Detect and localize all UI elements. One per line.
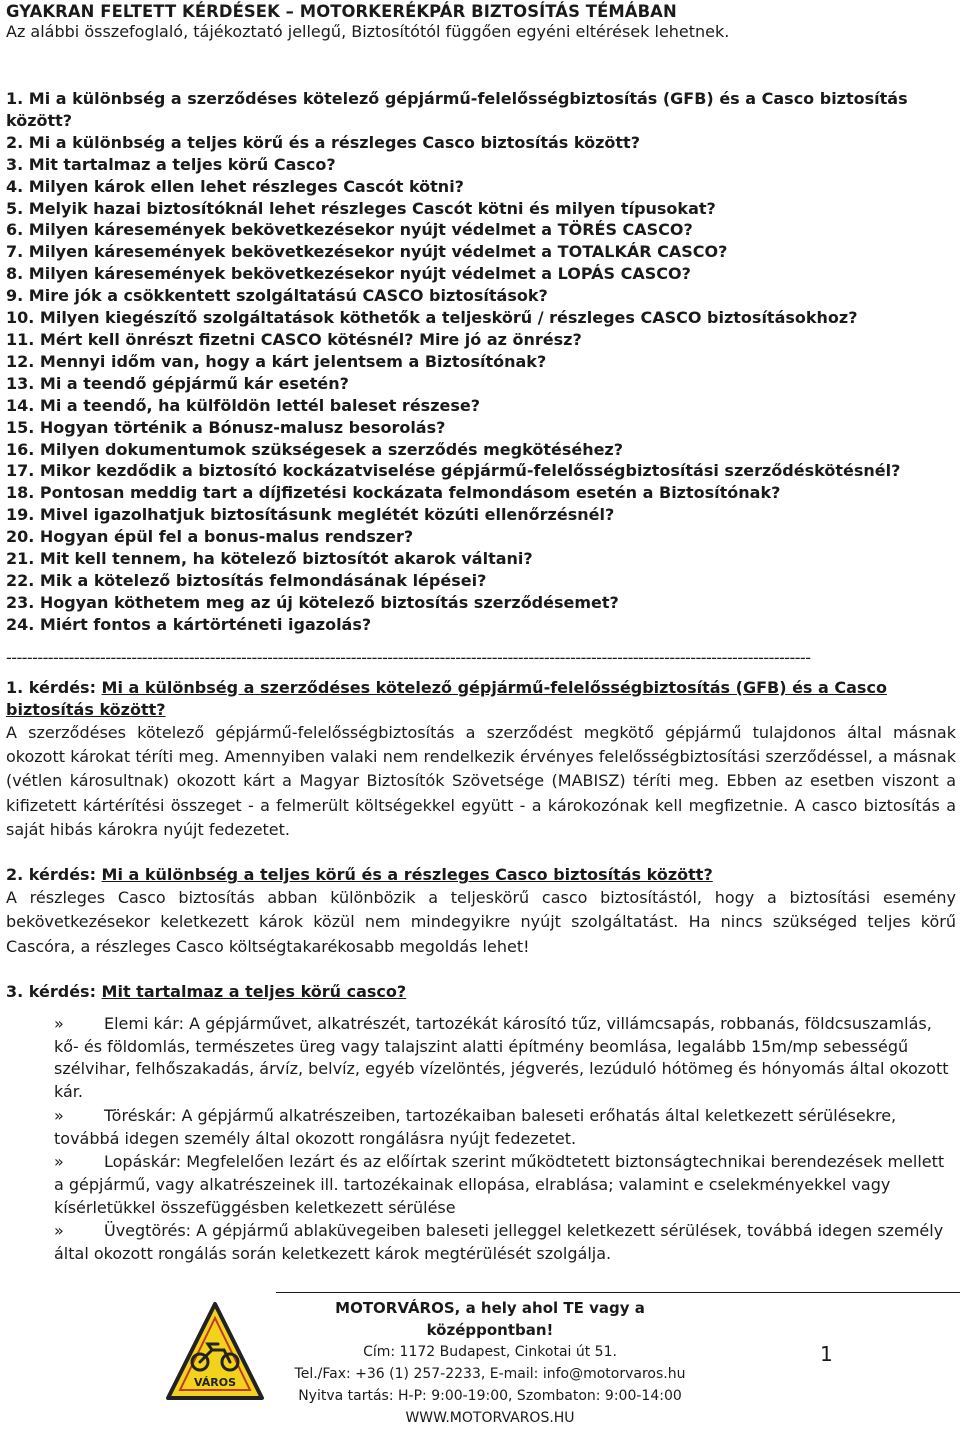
footer-phone-email: Tel./Fax: +36 (1) 257-2233, E-mail: info@motorvaros.hu bbox=[294, 1366, 686, 1382]
section-divider: ---------------------------------------------------------------------------------------------------------------------------------------------------------- bbox=[6, 647, 811, 667]
answer-label: 2. kérdés: bbox=[6, 865, 96, 885]
coverage-item-text: Üvegtörés: A gépjármű ablaküvegeiben baleseti jelleggel keletkezett sérülések, továbbá idegen személy által okozott rongálás során keletkezett károk megtérülését szolgálja. bbox=[54, 1221, 944, 1264]
answer-question: Mit tartalmaz a teljes körű casco? bbox=[101, 982, 407, 1002]
coverage-item-text: Lopáskár: Megfelelően lezárt és az előírtak szerint működtetett biztonságtechnikai berendezések mellett a gépjármű, vagy alkatrészeinek ill. tartozékainak ellopása, elrablása; valamint e cselekményekkel vagy kísérletükkel összefüggésben keletkezett sérülése bbox=[54, 1152, 945, 1217]
question-list-item: 12. Mennyi időm van, hogy a kárt jelentsem a Biztosítónak? bbox=[6, 351, 547, 371]
answer-heading bbox=[6, 981, 956, 1003]
question-list bbox=[6, 88, 956, 636]
question-list-item: 10. Milyen kiegészítő szolgáltatások köthetők a teljeskörű / részleges CASCO biztosításokhoz? bbox=[6, 308, 858, 328]
bullet-marker: » bbox=[54, 1221, 64, 1241]
question-list-item: 15. Hogyan történik a Bónusz-malusz besorolás? bbox=[6, 417, 446, 437]
question-list-item: 5. Melyik hazai biztosítóknál lehet részleges Cascót kötni és milyen típusokat? bbox=[6, 198, 716, 218]
question-list-item: 14. Mi a teendő, ha külföldön lettél baleset részese? bbox=[6, 395, 481, 415]
question-list-item: 18. Pontosan meddig tart a díjfizetési kockázata felmondásom esetén a Biztosítónak? bbox=[6, 483, 781, 503]
question-list-item: 9. Mire jók a csökkentett szolgáltatású CASCO biztosítások? bbox=[6, 286, 548, 306]
coverage-item-text: Töréskár: A gépjármű alkatrészeiben, tartozékaiban baleseti erőhatás által keletkezett sérülésekre, továbbá idegen személy által okozott rongálásra nyújt fedezetet. bbox=[54, 1105, 897, 1148]
bullet-marker: » bbox=[54, 1152, 64, 1172]
question-list-item: 13. Mi a teendő gépjármű kár esetén? bbox=[6, 373, 349, 393]
page-footer bbox=[0, 1292, 960, 1426]
question-list-item: 19. Mivel igazolhatjuk biztosításunk meglétét közúti ellenőrzésnél? bbox=[6, 505, 615, 525]
question-list-item: 23. Hogyan köthetem meg az új kötelező biztosítás szerződésemet? bbox=[6, 592, 619, 612]
bullet-marker: » bbox=[54, 1105, 64, 1125]
question-list-item: 20. Hogyan épül fel a bonus-malus rendszer? bbox=[6, 527, 414, 547]
answer-question: Mi a különbség a teljes körű és a részleges Casco biztosítás között? bbox=[101, 865, 713, 885]
coverage-item bbox=[54, 1105, 956, 1150]
question-list-item: 16. Milyen dokumentumok szükségesek a szerződés megkötéséhez? bbox=[6, 439, 624, 459]
answer-heading bbox=[6, 677, 956, 721]
document-page bbox=[6, 0, 956, 1288]
question-list-item: 17. Mikor kezdődik a biztosító kockázatviselése gépjármű-felelősségbiztosítási szerződéskötésnél? bbox=[6, 461, 901, 481]
question-list-item: 11. Mért kell önrészt fizetni CASCO kötésnél? Mire jó az önrész? bbox=[6, 329, 582, 349]
question-list-item: 24. Miért fontos a kártörténeti igazolás? bbox=[6, 614, 372, 634]
question-list-item: 7. Milyen káresemények bekövetkezésekor nyújt védelmet a TOTALKÁR CASCO? bbox=[6, 242, 728, 262]
question-list-item: 2. Mi a különbség a teljes körű és a részleges Casco biztosítás között? bbox=[6, 132, 640, 152]
footer-slogan: MOTORVÁROS, a hely ahol TE vagy a középpontban! bbox=[335, 1299, 645, 1339]
question-list-item: 21. Mit kell tennem, ha kötelező biztosítót akarok váltani? bbox=[6, 549, 533, 569]
question-list-item: 22. Mik a kötelező biztosítás felmondásának lépései? bbox=[6, 570, 487, 590]
coverage-item bbox=[54, 1220, 956, 1265]
page-number: 1 bbox=[820, 1342, 833, 1366]
answer-label: 1. kérdés: bbox=[6, 677, 96, 697]
answer-2 bbox=[6, 864, 956, 959]
question-list-item: 6. Milyen káresemények bekövetkezésekor nyújt védelmet a TÖRÉS CASCO? bbox=[6, 220, 693, 240]
answer-text: A részleges Casco biztosítás abban különbözik a teljeskörű casco biztosítástól, hogy a biztosítási esemény bekövetkezésekor keletkezett károk közül nem mindegyikre nyújt szolgáltatást. Ha nincs szükséged teljes körű Cascóra, a részleges Casco költségtakarékosabb megoldás lehet! bbox=[6, 888, 956, 956]
answer-question: Mi a különbség a szerződéses kötelező gépjármű-felelősségbiztosítás (GFB) és a Casco biztosítás között? bbox=[6, 677, 887, 719]
footer-address: Cím: 1172 Budapest, Cinkotai út 51. bbox=[363, 1344, 617, 1360]
motorvaros-logo bbox=[164, 1300, 266, 1404]
footer-rule bbox=[276, 1292, 960, 1293]
footer-contact bbox=[280, 1297, 700, 1429]
answer-3 bbox=[6, 981, 956, 1266]
coverage-list bbox=[54, 1013, 956, 1266]
answers-section bbox=[6, 677, 956, 1266]
footer-opening-hours: Nyitva tartás: H-P: 9:00-19:00, Szombaton: 9:00-14:00 bbox=[298, 1388, 682, 1404]
answer-heading bbox=[6, 864, 956, 886]
coverage-item-text: Elemi kár: A gépjárművet, alkatrészét, tartozékát károsító tűz, villámcsapás, robbanás, földcsuszamlás, kő- és földomlás, természetes üreg vagy talajszint alatti építmény beomlása, legalább 15m/mp sebességű szélvihar, felhőszakadás, árvíz, belvíz, egyéb vízelöntés, jégverés, lezúduló hótömeg és hónyomás által okozott kár. bbox=[54, 1014, 949, 1102]
answer-text: A szerződéses kötelező gépjármű-felelősségbiztosítás a szerződést megkötő gépjármű tulajdonos által másnak okozott károkat téríti meg. Amennyiben valaki nem rendelkezik érvényes felelősségbiztosítási szerződéssel, a másnak (vétlen károsultnak) okozott kárt a Magyar Biztosítók Szövetsége (MABISZ) téríti meg. Ebben az esetben viszont a kifizetett kártérítési összeget - a felmerült költségekkel együtt - a károkozónak kell megfizetnie. A casco biztosítás a saját hibás károkra nyújt fedezetet. bbox=[6, 722, 956, 839]
document-subtitle: Az alábbi összefoglaló, tájékoztató jellegű, Biztosítótól függően egyéni eltérések lehetnek. bbox=[6, 22, 730, 41]
coverage-item bbox=[54, 1013, 956, 1104]
question-list-item: 4. Milyen károk ellen lehet részleges Cascót kötni? bbox=[6, 176, 464, 196]
logo-text: VÁROS bbox=[193, 1376, 237, 1389]
answer-1 bbox=[6, 677, 956, 842]
question-list-item: 8. Milyen káresemények bekövetkezésekor nyújt védelmet a LOPÁS CASCO? bbox=[6, 264, 691, 284]
footer-website[interactable]: WWW.MOTORVAROS.HU bbox=[405, 1410, 575, 1426]
bullet-marker: » bbox=[54, 1014, 64, 1034]
answer-label: 3. kérdés: bbox=[6, 982, 96, 1002]
coverage-item bbox=[54, 1151, 956, 1219]
question-list-item: 3. Mit tartalmaz a teljes körű Casco? bbox=[6, 154, 336, 174]
document-title: GYAKRAN FELTETT KÉRDÉSEK – MOTORKERÉKPÁR BIZTOSÍTÁS TÉMÁBAN bbox=[6, 2, 677, 21]
question-list-item: 1. Mi a különbség a szerződéses kötelező gépjármű-felelősségbiztosítás (GFB) és a Casco biztosítás között? bbox=[6, 89, 908, 130]
